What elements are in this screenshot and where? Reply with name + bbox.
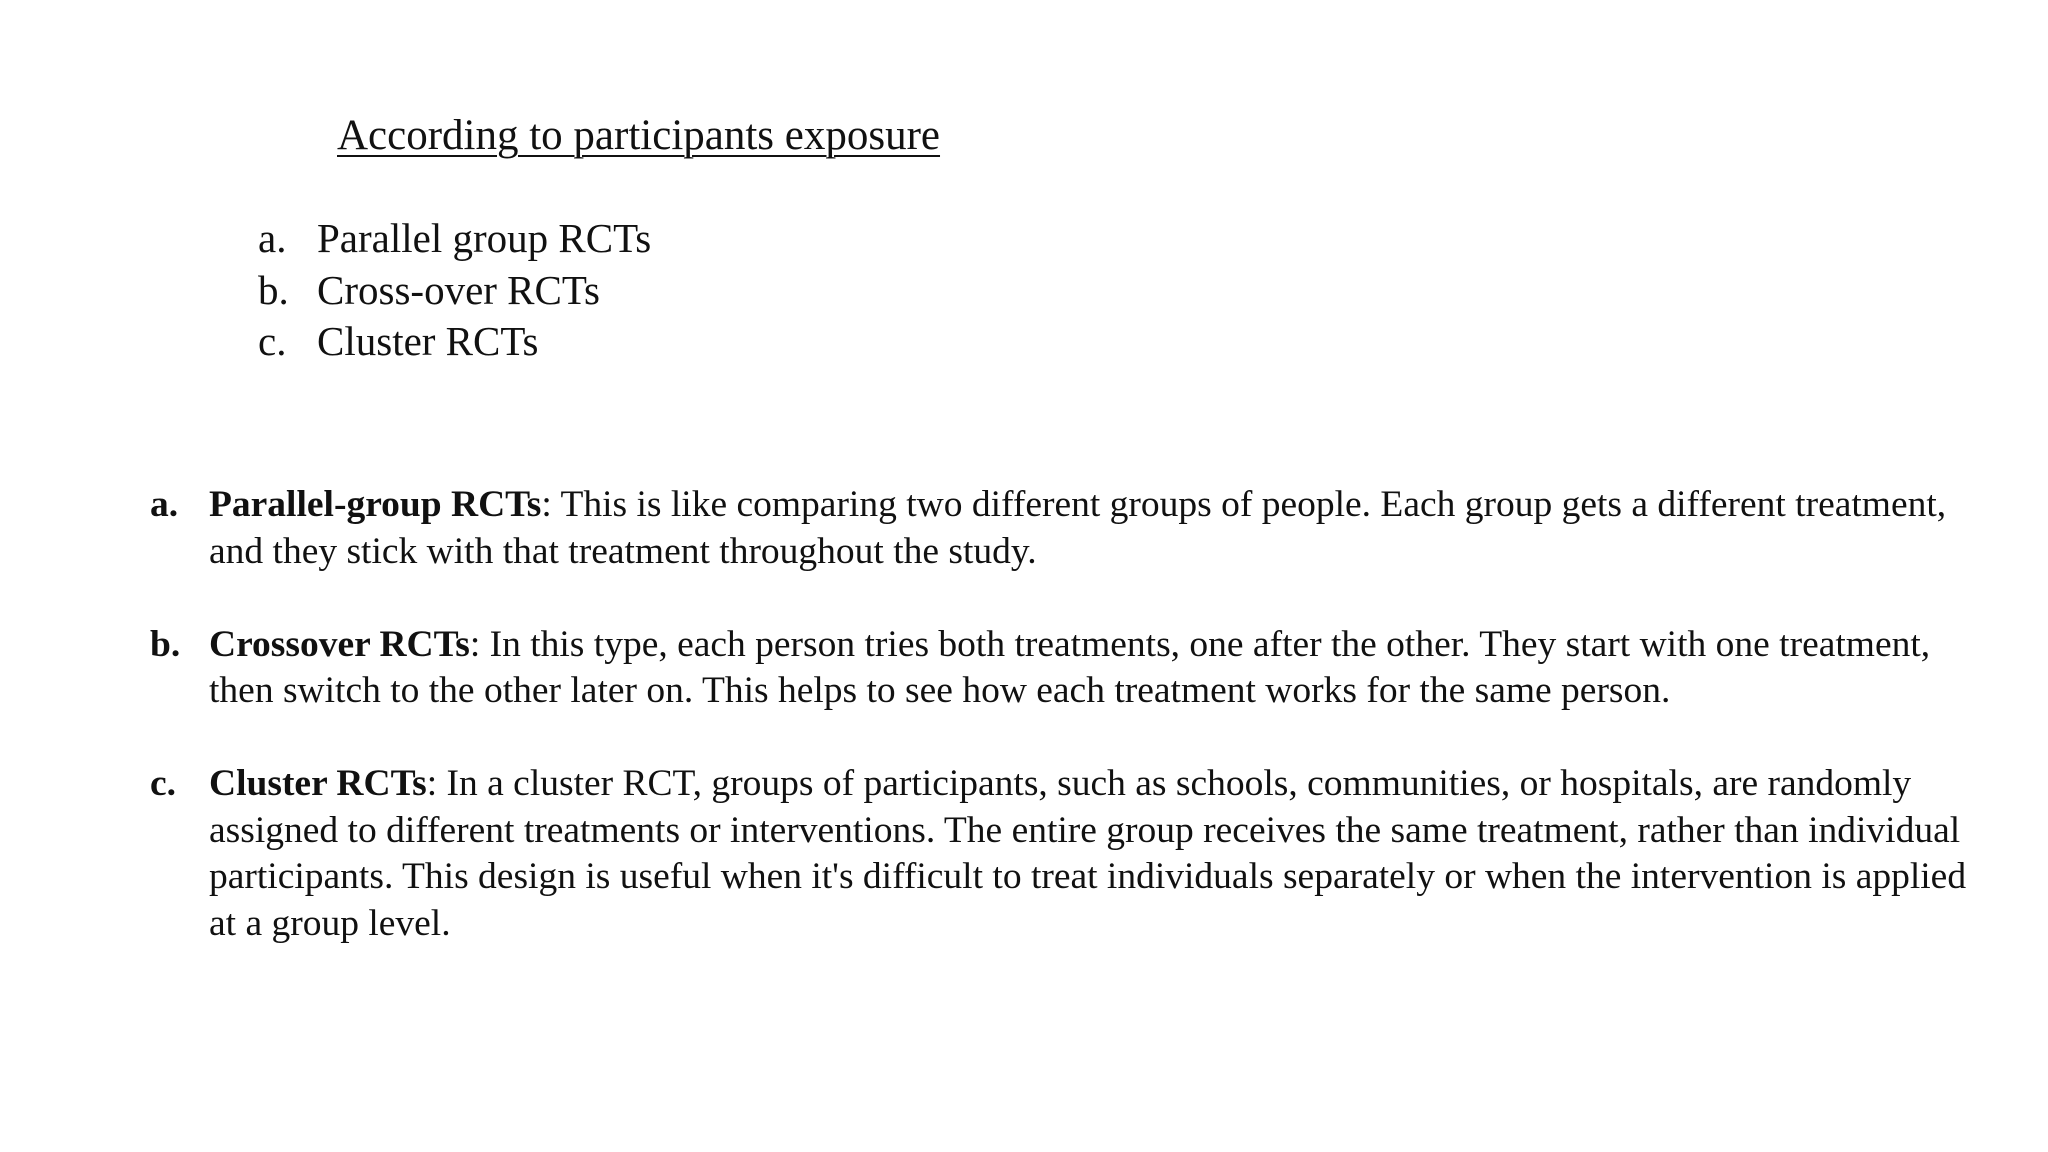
rct-definitions-list xyxy=(150,482,2000,994)
rct-types-list xyxy=(258,213,651,368)
definition-marker: c. xyxy=(150,763,177,804)
list-item-text: Cluster RCTs xyxy=(317,318,539,364)
definition-body xyxy=(209,761,2000,947)
definition-item-cluster xyxy=(150,761,2000,947)
definition-text: : This is like comparing two different groups of people. Each group gets a different treatment, and they stick with that treatment throughout the study. xyxy=(209,484,1947,572)
list-item xyxy=(258,316,651,368)
definition-item-crossover xyxy=(150,622,2000,715)
page-title: According to participants exposure xyxy=(337,112,941,159)
list-marker: a. xyxy=(258,215,287,261)
definition-marker: a. xyxy=(150,484,179,525)
definition-marker: b. xyxy=(150,623,181,665)
definition-term: Cluster RCTs xyxy=(209,763,427,804)
definition-body xyxy=(209,622,2000,715)
list-item-text: Parallel group RCTs xyxy=(317,215,652,261)
definition-term: Parallel-group RCTs xyxy=(209,484,542,525)
definition-body xyxy=(209,482,2000,575)
list-item xyxy=(258,265,651,317)
definition-text: : In this type, each person tries both treatments, one after the other. They start with one treatment, then switch to the other later on. This helps to see how each treatment works for the same person. xyxy=(209,623,1931,711)
definition-term: Crossover RCTs xyxy=(209,623,470,665)
list-marker: c. xyxy=(258,318,287,364)
list-item-text: Cross-over RCTs xyxy=(317,266,600,313)
definition-item-parallel-group xyxy=(150,482,2000,575)
list-item xyxy=(258,213,651,265)
list-marker: b. xyxy=(258,266,289,313)
definition-text: : In a cluster RCT, groups of participants, such as schools, communities, or hospitals, are randomly assigned to different treatments or interventions. The entire group receives the same treatment, rather than individual participants. This design is useful when it's difficult to treat individuals separately or when the intervention is applied at a group level. xyxy=(209,763,1967,944)
